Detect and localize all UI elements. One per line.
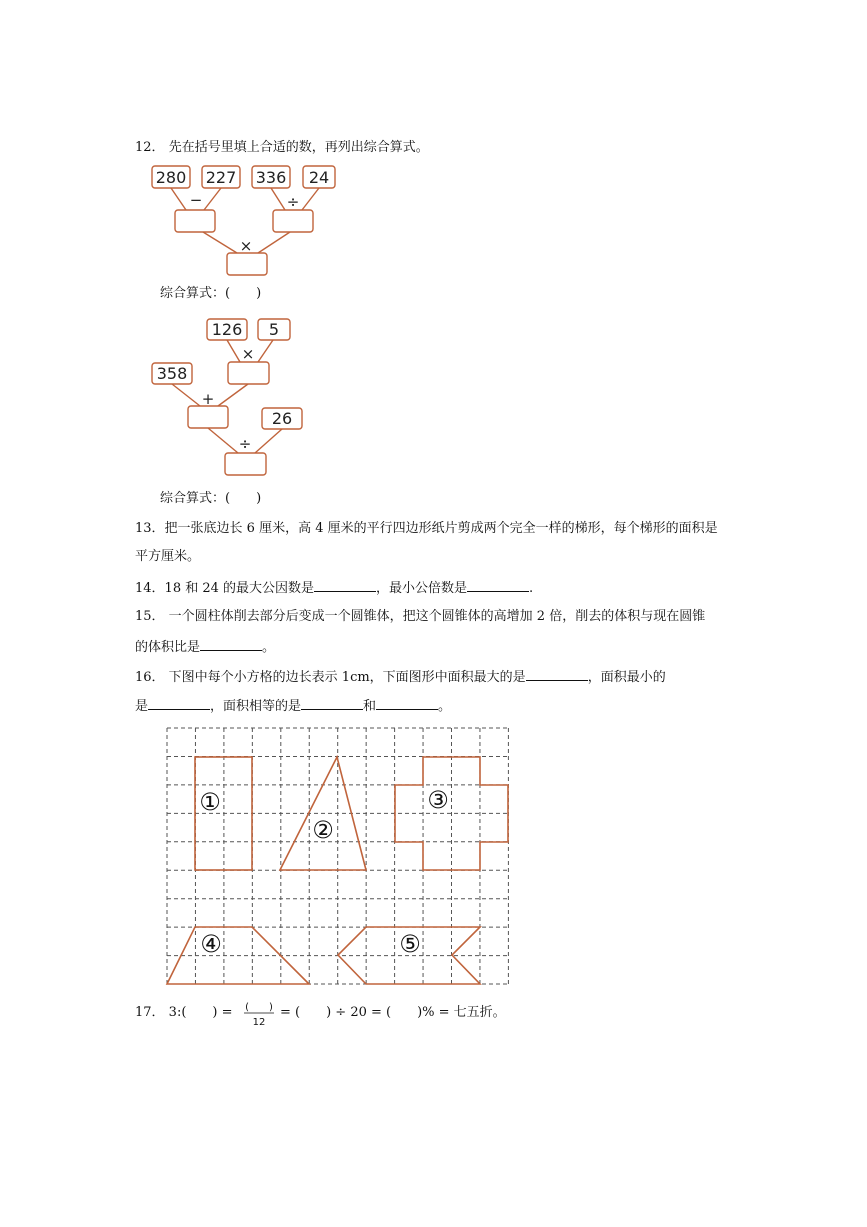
q16-blank-largest[interactable] <box>526 668 588 681</box>
q17-pre[interactable]: 17． 3:( ) = <box>135 1005 233 1020</box>
tree1-num-a: 280 <box>155 168 187 187</box>
tree2-num-b: 5 <box>268 320 280 339</box>
tree1-box-result[interactable] <box>227 253 267 275</box>
shape-3-label: ③ <box>427 786 449 814</box>
q15-line-2 <box>135 638 275 656</box>
q16-text-a: 是 <box>135 699 149 714</box>
q17-frac-numerator: ( ) <box>245 1002 273 1013</box>
q13-line-1: 13．把一张底边长 6 厘米，高 4 厘米的平行四边形纸片剪成两个完全一样的梯形，每个梯形的面积是 <box>135 521 718 536</box>
tree2-num-a: 126 <box>211 320 243 339</box>
q16-line-2 <box>135 697 451 715</box>
tree1-box-right[interactable] <box>273 210 313 232</box>
tree2-box-result[interactable] <box>225 453 266 475</box>
q14-blank-gcd[interactable] <box>314 579 376 592</box>
tree2-op-divide: ÷ <box>238 435 252 453</box>
q16-text-d: 。 <box>438 699 452 714</box>
q17-post[interactable]: = ( ) ÷ 20 = ( )% = 七五折。 <box>280 1005 506 1020</box>
tree2-box-left[interactable] <box>188 406 228 428</box>
tree1-num-b: 227 <box>205 168 237 187</box>
q16-line-1 <box>135 668 666 686</box>
q14-text-mid: ，最小公倍数是 <box>376 581 468 596</box>
q12-text: 先在括号里填上合适的数，再列出综合算式。 <box>168 140 429 155</box>
q16-text-pre: 16． 下图中每个小方格的边长表示 1cm，下面图形中面积最大的是 <box>135 670 526 685</box>
q14-text-post: . <box>529 581 534 596</box>
q12-number: 12． <box>135 140 165 155</box>
q14-text-pre: 14．18 和 24 的最大公因数是 <box>135 581 315 596</box>
tree1-op-minus: − <box>189 191 203 209</box>
tree2-box-mid[interactable] <box>228 362 269 384</box>
q15-text-post: 。 <box>262 640 276 655</box>
q14-line <box>135 579 533 597</box>
q12-formula-2[interactable]: 综合算式：( ) <box>160 491 262 506</box>
q15-line-1: 15． 一个圆柱体削去部分后变成一个圆锥体，把这个圆锥体的高增加 2 倍，削去的体积与现在圆锥 <box>135 609 706 624</box>
tree2-op-plus: + <box>201 390 215 408</box>
shape-5-label: ⑤ <box>399 930 421 958</box>
shape-1-label: ① <box>199 788 221 816</box>
q16-text-post: ，面积最小的 <box>587 670 666 685</box>
tree1-op-divide: ÷ <box>286 193 300 211</box>
tree2-num-d: 26 <box>271 409 293 428</box>
q17-frac-denominator: 12 <box>252 1017 266 1028</box>
tree2-num-c: 358 <box>156 364 188 383</box>
q16-blank-equal-2[interactable] <box>376 697 438 710</box>
tree1-num-d: 24 <box>308 168 330 187</box>
q15-blank-ratio[interactable] <box>200 638 262 651</box>
q16-blank-smallest[interactable] <box>148 697 210 710</box>
q15-text-pre: 的体积比是 <box>135 640 201 655</box>
shape-4-label: ④ <box>200 930 222 958</box>
q16-text-c: 和 <box>363 699 377 714</box>
q16-text-b: ，面积相等的是 <box>210 699 302 714</box>
tree2-op-multiply: × <box>241 345 255 363</box>
q14-blank-lcm[interactable] <box>467 579 529 592</box>
q16-blank-equal-1[interactable] <box>301 697 363 710</box>
shape-2-label: ② <box>312 816 334 844</box>
tree1-box-left[interactable] <box>175 210 215 232</box>
tree1-num-c: 336 <box>255 168 287 187</box>
tree1-op-multiply: × <box>239 237 253 255</box>
q13-line-2: 平方厘米。 <box>135 549 201 564</box>
q12-formula-1[interactable]: 综合算式：( ) <box>160 286 262 301</box>
